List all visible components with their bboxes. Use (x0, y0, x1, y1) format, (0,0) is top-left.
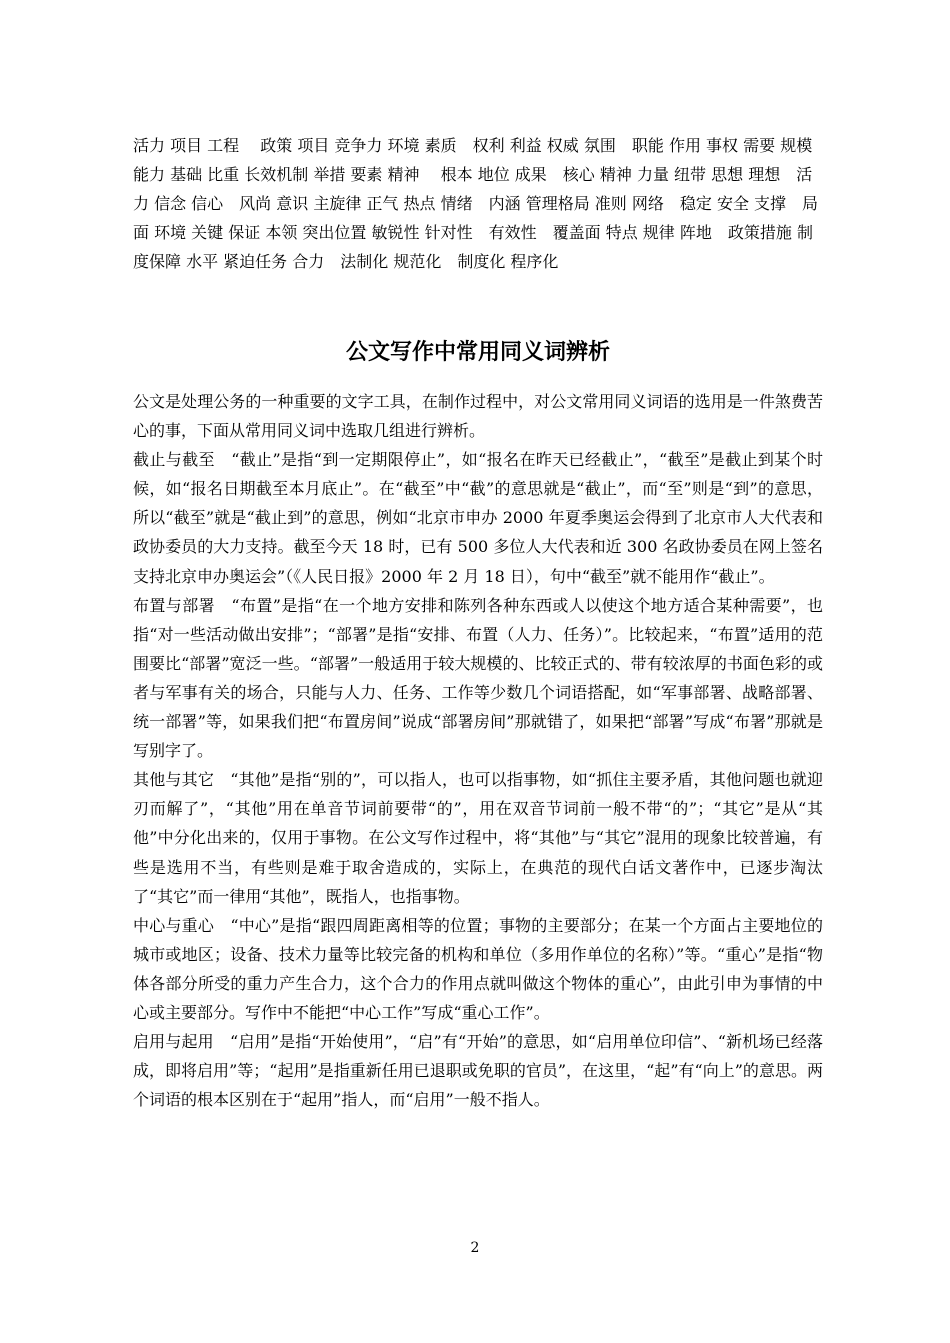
paragraph-qiyong-qiyong: 启用与起用 “启用”是指“开始使用”，“启”有“开始”的意思，如“启用单位印信”、“新机场已经落成，即将启用”等；“起用”是指重新任用已退职或免职的官员”，在这里，“起”有“向上”的意思。两个词语的根本区别在于“起用”指人，而“启用”一般不指人。 (133, 1032, 823, 1110)
paragraph-buzhi-bushu: 布置与部署 “布置”是指“在一个地方安排和陈列各种东西或人以使这个地方适合某种需要”，也指“对一些活动做出安排”；“部署”是指“安排、布置（人力、任务）”。比较起来，“布置”适用的范围要比“部署”宽泛一些。“部署”一般适用于较大规模的、比较正式的、带有较浓厚的书面色彩的或者与军事有关的场合，只能与人力、任务、工作等少数几个词语搭配，如“军事部署、战略部署、统一部署”等，如果我们把“布置房间”说成“部署房间”那就错了，如果把“部署”写成“布署”那就是写别字了。 (133, 595, 823, 761)
page-number: 2 (470, 1240, 480, 1256)
article-body (133, 387, 823, 1114)
intro-paragraph: 公文是处理公务的一种重要的文字工具，在制作过程中，对公文常用同义词语的选用是一件煞费苦心的事，下面从常用同义词中选取几组进行辨析。 (133, 392, 823, 441)
paragraph-qita-qita: 其他与其它 “其他”是指“别的”，可以指人，也可以指事物，如“抓住主要矛盾，其他问题也就迎刃而解了”，“其他”用在单音节词前要带“的”，用在双音节词前一般不带“的”；“其它”是从“其他”中分化出来的，仅用于事物。在公文写作过程中，将“其他”与“其它”混用的现象比较普遍，有些是选用不当，有些则是难于取舍造成的，实际上，在典范的现代白话文著作中，已逐步淘汰了“其它”而一律用“其他”，既指人，也指事物。 (133, 770, 823, 906)
paragraph-zhongxin-zhongxin: 中心与重心 “中心”是指“跟四周距离相等的位置；事物的主要部分；在某一个方面占主要地位的城市或地区；设备、技术力量等比较完备的机构和单位（多用作单位的名称）”等。“重心”是指“物体各部分所受的重力产生合力，这个合力的作用点就叫做这个物体的重心”，由此引申为事情的中心或主要部分。写作中不能把“中心工作”写成“重心工作”。 (133, 915, 823, 1022)
section-title: 公文写作中常用同义词辨析 (345, 340, 610, 365)
vocabulary-list: 活力 项目 工程 政策 项目 竞争力 环境 素质 权利 利益 权威 氛围 职能 作用 事权 需要 规模 能力 基础 比重 长效机制 举措 要素 精神 根本 地位 成果 核心 精神 力量 纽带 思想 理想 活力 信念 信心 风尚 意识 主旋律 正气 热点 情绪 内涵 管理格局 准则 网络 稳定 安全 支撑 局面 环境 关键 保证 本领 突出位置 敏锐性 针对性 有效性 覆盖面 特点 规律 阵地 政策措施 制度保障 水平 紧迫任务 合力 法制化 规范化 制度化 程序化 (133, 136, 819, 271)
paragraph-jiezhi-jiezhi: 截止与截至 “截止”是指“到一定期限停止”，如“报名在昨天已经截止”，“截至”是截止到某个时候，如“报名日期截至本月底止”。在“截至”中“截”的意思就是“截止”，而“至”则是“到”的意思，所以“截至”就是“截止到”的意思，例如“北京市申办 2000 年夏季奥运会得到了北京市人大代表和政协委员的大力支持。截至今天 18 时，已有 500 多位人大代表和近 300 名政协委员在网上签名支持北京申办奥运会”（《人民日报》2000 年 2 月 18 日），句中“截至”就不能用作“截止”。 (133, 450, 823, 586)
